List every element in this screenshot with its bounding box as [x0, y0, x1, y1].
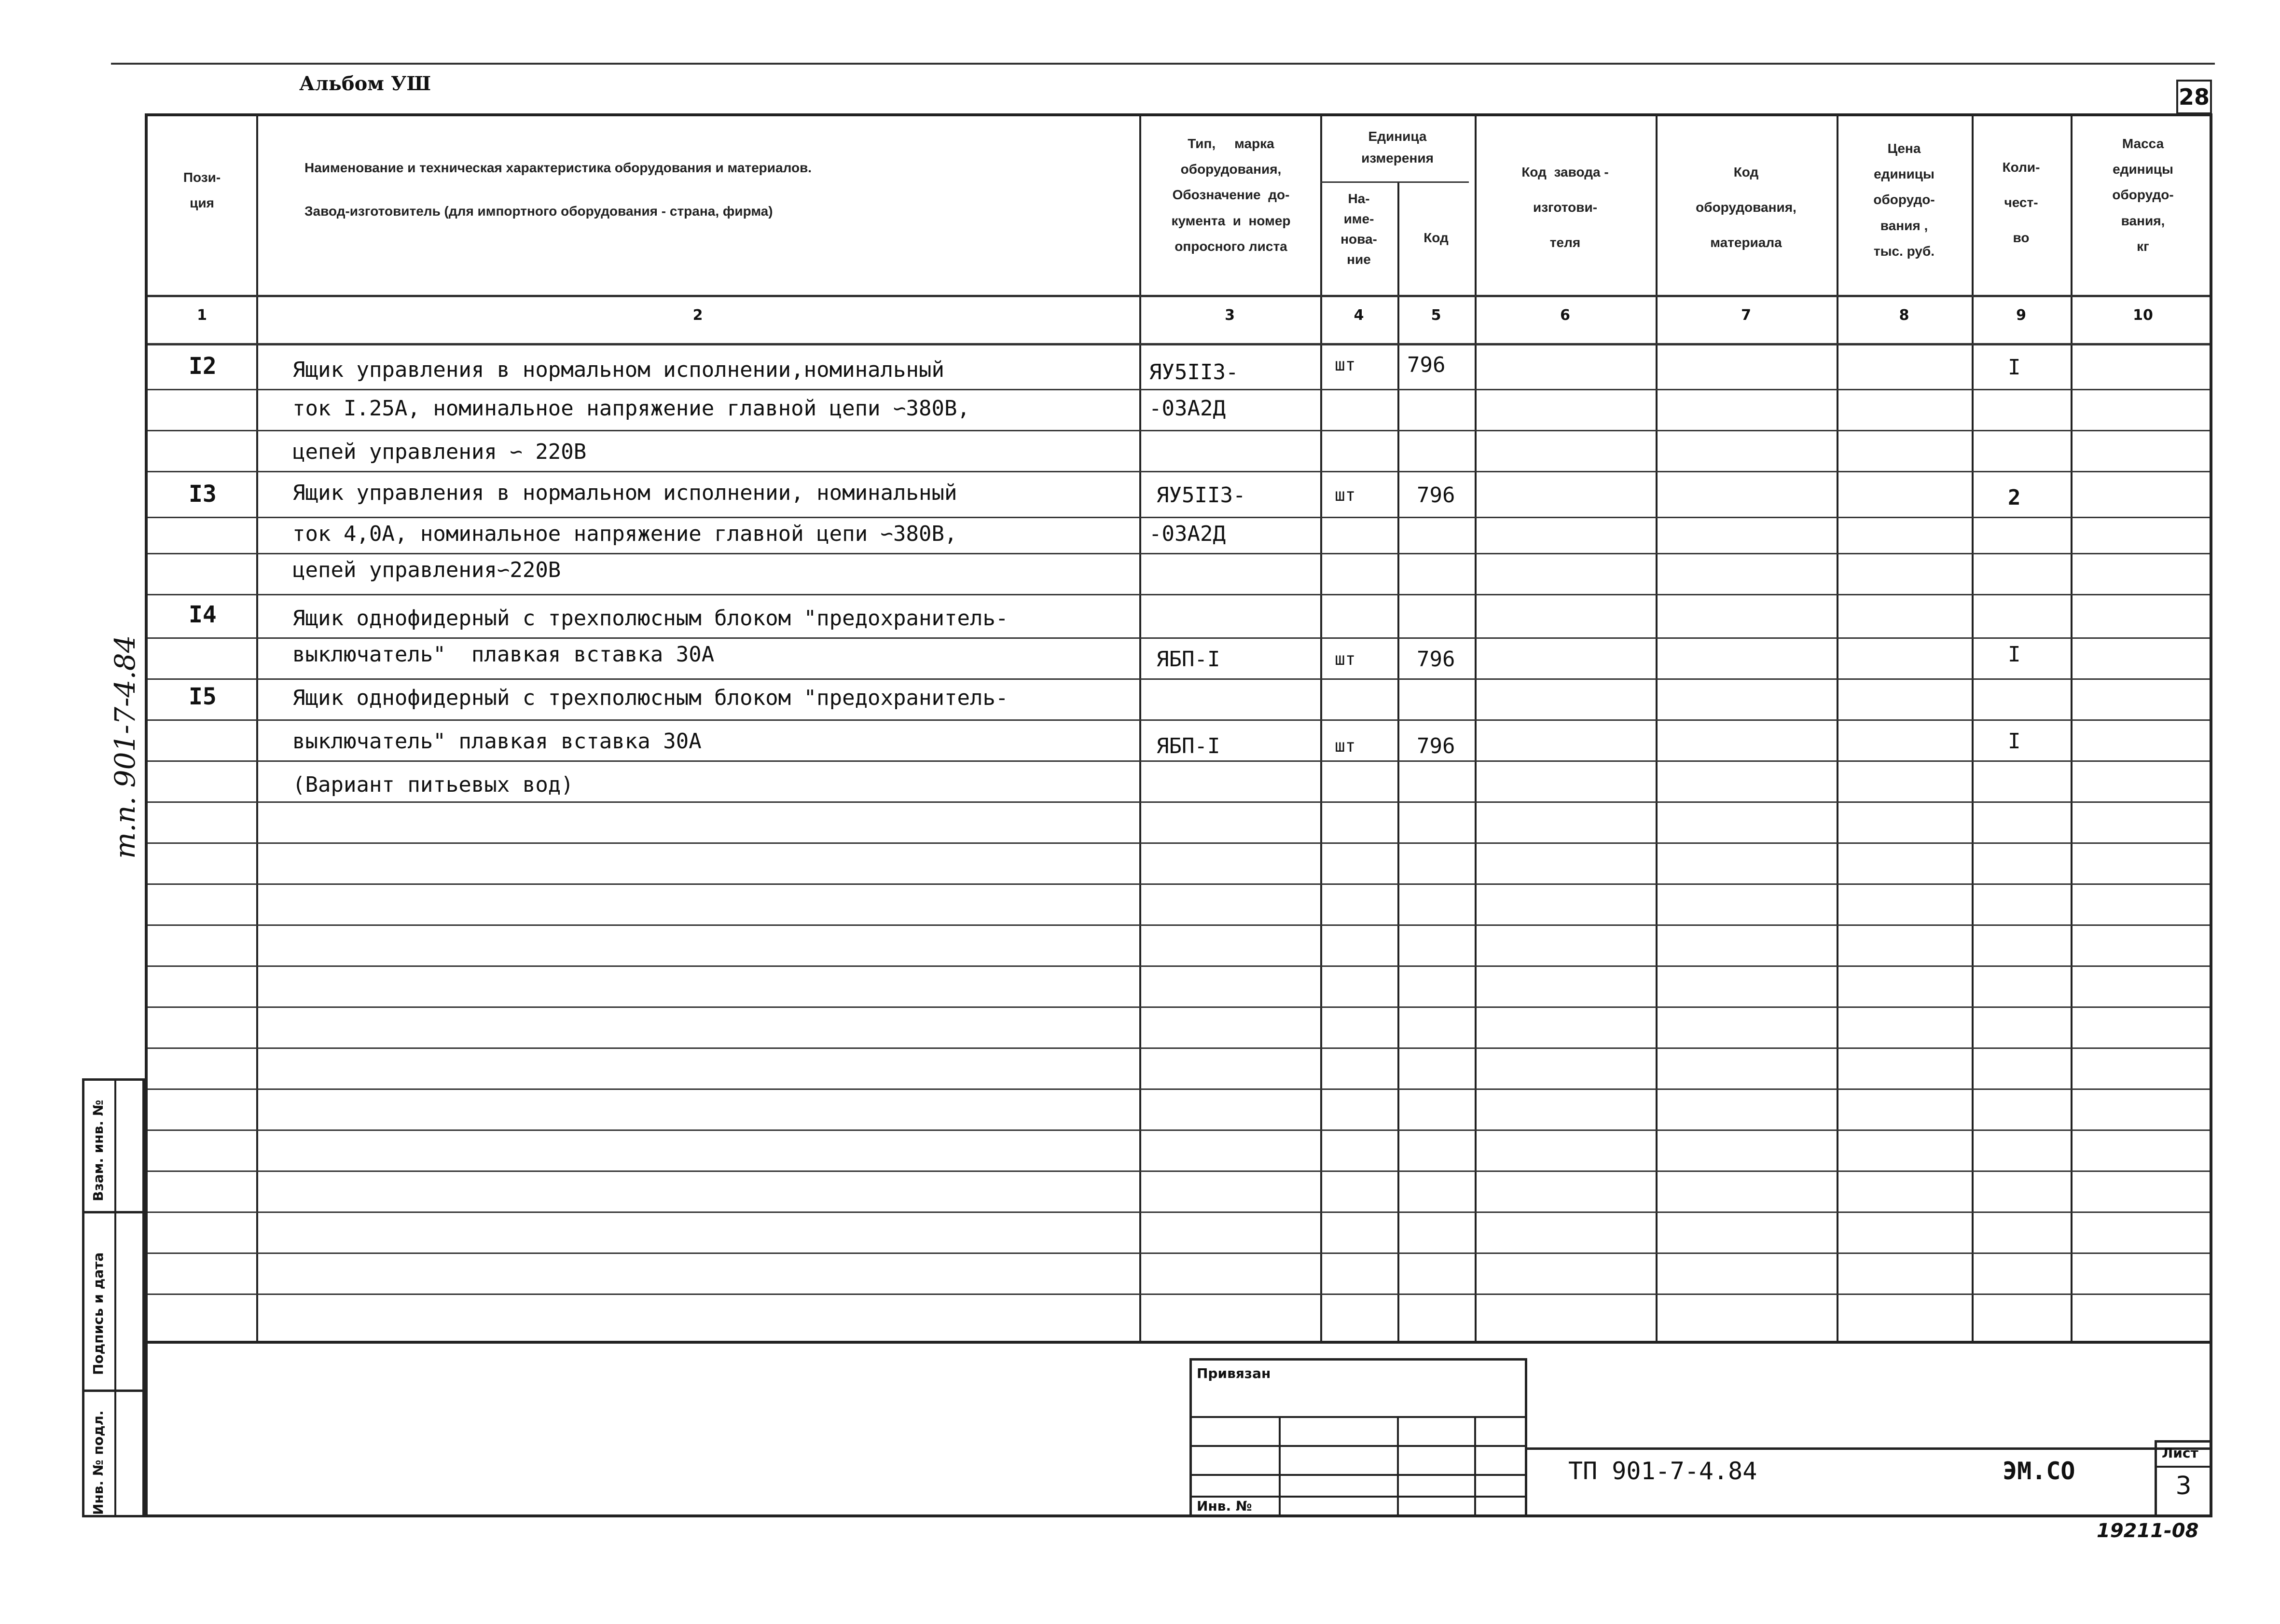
- row-position: I4: [189, 601, 217, 628]
- colnum-bottom-line: [148, 343, 2210, 345]
- table-grid: [148, 116, 2210, 1341]
- row-name: цепей управления∽220В: [292, 558, 561, 582]
- column-number: 7: [1741, 307, 1751, 324]
- row-type: ЯУ5II3-: [1149, 360, 1239, 385]
- col-divider: [1320, 116, 1322, 1341]
- column-number: 6: [1560, 307, 1570, 324]
- row-quantity: I: [2008, 355, 2021, 380]
- row-unit: шт: [1335, 355, 1356, 375]
- header-name-line2: Завод-изготовитель (для импортного оборудования - страна, фирма): [304, 204, 773, 219]
- sheet-number-box: [2155, 1440, 2212, 1517]
- row-position: I2: [189, 353, 217, 380]
- row-line: [148, 760, 2210, 762]
- row-name: ток 4,0А, номинальное напряжение главной цепи ∽380В,: [292, 522, 957, 546]
- side-label-vzam: Взам. инв. №: [90, 1100, 106, 1201]
- row-line: [148, 965, 2210, 967]
- column-number: 1: [197, 307, 207, 324]
- row-line: [148, 883, 2210, 885]
- row-line: [148, 430, 2210, 431]
- top-border-line: [111, 63, 2215, 65]
- header-plant-code: Код завода - изготови- теля: [1521, 165, 1609, 250]
- row-unit: шт: [1335, 649, 1356, 669]
- row-unit-code: 796: [1407, 353, 1446, 377]
- row-position: I5: [189, 683, 217, 710]
- row-line: [148, 1294, 2210, 1295]
- row-name: цепей управления ∽ 220В: [292, 440, 587, 464]
- row-name: выключатель" плавкая вставка 30А: [292, 642, 715, 667]
- rotated-project-code: т.п. 901-7-4.84: [109, 635, 141, 859]
- row-name: выключатель" плавкая вставка 30А: [292, 729, 702, 754]
- row-unit: шт: [1335, 485, 1356, 505]
- row-line: [148, 389, 2210, 390]
- title-block: [145, 1344, 2212, 1517]
- row-line: [148, 1047, 2210, 1049]
- privyazan-label: Привязан: [1197, 1365, 1271, 1381]
- row-quantity: 2: [2008, 485, 2021, 510]
- row-type: ЯУ5II3-: [1156, 483, 1246, 508]
- inv-no-label: Инв. №: [1197, 1498, 1252, 1514]
- col-divider: [1656, 116, 1658, 1341]
- header-unit-group: Единица измерения: [1361, 129, 1434, 165]
- row-line: [148, 1129, 2210, 1131]
- col-divider: [256, 116, 258, 1341]
- row-line: [148, 842, 2210, 844]
- col-divider: [1972, 116, 1974, 1341]
- binding-col: [1279, 1416, 1281, 1515]
- header-unit-code: Код: [1423, 230, 1449, 245]
- row-line: [148, 594, 2210, 595]
- row-line: [148, 1170, 2210, 1172]
- document-number: ТП 901-7-4.84: [1568, 1457, 1757, 1485]
- row-type: ЯБП-I: [1156, 647, 1220, 672]
- row-line: [148, 1252, 2210, 1254]
- specification-table: [145, 113, 2212, 1344]
- row-line: [148, 924, 2210, 926]
- row-name: ток I.25А, номинальное напряжение главной цепи ∽380В,: [292, 396, 970, 421]
- list-label: Лист: [2162, 1445, 2198, 1461]
- row-line: [148, 801, 2210, 803]
- album-title: Альбом УШ: [299, 72, 431, 95]
- row-line: [148, 517, 2210, 518]
- side-divider: [114, 1081, 116, 1515]
- row-unit-code: 796: [1417, 734, 1455, 758]
- header-price: Цена единицы оборудо- вания , тыс. руб.: [1873, 141, 1935, 259]
- header-mass: Масса единицы оборудо- вания, кг: [2112, 136, 2174, 254]
- row-line: [148, 678, 2210, 680]
- row-name: Ящик управления в нормальном исполнении, номинальный: [292, 481, 957, 505]
- column-number: 5: [1431, 307, 1441, 324]
- row-unit-code: 796: [1417, 647, 1455, 672]
- sheet-box-line: [2157, 1466, 2210, 1468]
- column-number: 3: [1225, 307, 1235, 324]
- side-label-inv: Инв. № подл.: [90, 1410, 106, 1515]
- row-line: [148, 471, 2210, 472]
- row-unit: шт: [1335, 736, 1356, 756]
- binding-col: [1397, 1416, 1399, 1515]
- side-separator: [84, 1390, 142, 1392]
- header-bottom-line: [148, 295, 2210, 297]
- row-type: ЯБП-I: [1156, 734, 1220, 758]
- row-line: [148, 1088, 2210, 1090]
- side-label-podpis: Подпись и дата: [90, 1252, 106, 1375]
- row-position: I3: [189, 481, 217, 508]
- col-divider: [2071, 116, 2073, 1341]
- document-suffix: ЭМ.СО: [2003, 1457, 2075, 1485]
- header-position: Пози- ция: [183, 170, 221, 211]
- side-separator: [84, 1211, 142, 1213]
- stamp-line: [1527, 1447, 2212, 1450]
- row-name: (Вариант питьевых вод): [292, 772, 574, 797]
- row-unit-code: 796: [1417, 483, 1455, 508]
- row-line: [148, 637, 2210, 639]
- col-divider: [1139, 116, 1141, 1341]
- header-type: Тип, марка оборудования, Обозначение до- кумента и номер опросного листа: [1171, 136, 1291, 254]
- column-number: 2: [692, 307, 703, 324]
- row-name: Ящик однофидерный с трехполюсным блоком "предохранитель-: [292, 606, 1009, 631]
- page-number: 28: [2176, 80, 2212, 114]
- binding-box: [1189, 1358, 1527, 1517]
- row-quantity: I: [2008, 729, 2021, 754]
- col-divider: [1475, 116, 1477, 1341]
- header-quantity: Коли- чест- во: [2002, 160, 2040, 245]
- row-line: [148, 1006, 2210, 1008]
- column-number: 9: [2016, 307, 2026, 324]
- row-type: -03А2Д: [1149, 522, 1226, 546]
- unit-group-divider: [1320, 181, 1469, 183]
- row-line: [148, 719, 2210, 721]
- column-number: 8: [1899, 307, 1909, 324]
- header-name-line1: Наименование и техническая характеристика оборудования и материалов.: [304, 160, 812, 175]
- column-number: 10: [2133, 307, 2153, 324]
- column-number: 4: [1354, 307, 1364, 324]
- header-equipment-code: Код оборудования, материала: [1696, 165, 1796, 250]
- footnote-number: 19211-08: [2097, 1520, 2199, 1542]
- binding-col: [1474, 1416, 1476, 1515]
- row-line: [148, 1211, 2210, 1213]
- row-type: -03А2Д: [1149, 396, 1226, 421]
- row-line: [148, 553, 2210, 554]
- col-divider: [1837, 116, 1838, 1341]
- row-name: Ящик однофидерный с трехполюсным блоком "предохранитель-: [292, 686, 1009, 710]
- row-name: Ящик управления в нормальном исполнении,номинальный: [292, 358, 945, 382]
- list-number: 3: [2175, 1472, 2192, 1500]
- side-approval-block: [82, 1078, 145, 1517]
- header-unit-name: На- име- нова- ние: [1340, 191, 1377, 267]
- row-quantity: I: [2008, 642, 2021, 667]
